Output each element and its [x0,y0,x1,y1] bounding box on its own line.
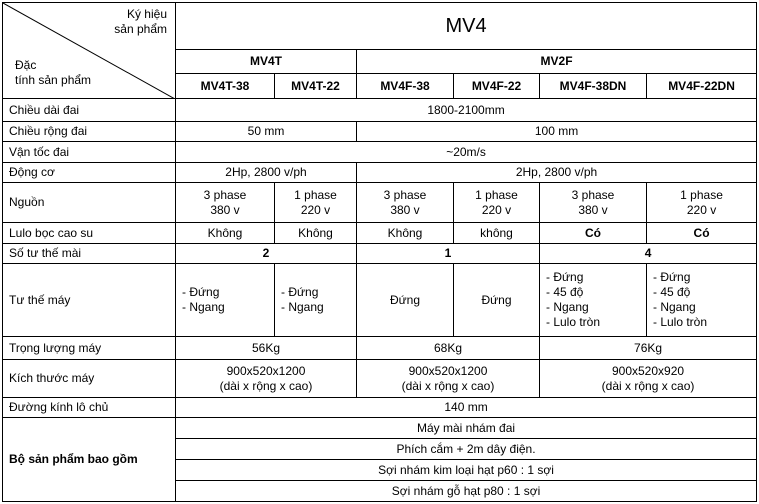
rubber-roller-cell: Không [275,223,357,244]
row-label: Kích thước máy [3,360,176,398]
motor-mv2f: 2Hp, 2800 v/ph [357,163,757,183]
size-mv4f: 900x520x1200 (dài x rộng x cao) [357,360,540,398]
model-mv4t-38: MV4T-38 [176,74,275,99]
rubber-roller-cell: Không [357,223,454,244]
row-motor [3,163,757,183]
model-mv4f-22dn: MV4F-22DN [647,74,757,99]
weight-mv4t: 56Kg [176,337,357,360]
model-mv4f-38dn: MV4F-38DN [540,74,647,99]
pulley-value: 140 mm [176,398,757,418]
rubber-roller-cell: Không [176,223,275,244]
belt-width-mv2f: 100 mm [357,122,757,142]
row-label: Vận tốc đai [3,142,176,163]
package-item: Phích cắm + 2m dây điện. [176,439,757,460]
row-label-package: Bộ sản phẩm bao gồm [3,418,176,502]
power-cell: 1 phase 220 v [454,183,540,223]
group-mv2f: MV2F [357,50,757,74]
power-cell: 3 phase 380 v [176,183,275,223]
corner-top-label: Ký hiệu sản phẩm [114,7,167,36]
package-item: Máy mài nhám đai [176,418,757,439]
header-corner-cell [3,3,176,99]
row-label: Chiều rộng đai [3,122,176,142]
belt-speed-value: ~20m/s [176,142,757,163]
product-title: MV4 [176,3,757,50]
power-cell: 1 phase 220 v [275,183,357,223]
row-positions-count [3,244,757,264]
corner-bottom-label: Đặc tính sản phẩm [15,58,92,87]
row-label: Trọng lượng máy [3,337,176,360]
package-item: Sợi nhám kim loại hạt p60 : 1 sợi [176,460,757,481]
weight-mv4f: 68Kg [357,337,540,360]
position-mv4t-22: - Đứng - Ngang [275,264,357,337]
row-label: Tư thế máy [3,264,176,337]
positions-count-dn: 4 [540,244,757,264]
power-cell: 1 phase 220 v [647,183,757,223]
row-label: Động cơ [3,163,176,183]
size-mv4t: 900x520x1200 (dài x rộng x cao) [176,360,357,398]
rubber-roller-cell: Có [540,223,647,244]
group-mv4t: MV4T [176,50,357,74]
rubber-roller-cell: Có [647,223,757,244]
position-mv4f-38dn: - Đứng - 45 độ - Ngang - Lulo tròn [540,264,647,337]
row-size [3,360,757,398]
positions-count-mv4t: 2 [176,244,357,264]
row-label: Chiều dài đai [3,99,176,122]
positions-count-mv4f: 1 [357,244,540,264]
row-label: Số tư thế mài [3,244,176,264]
row-package [3,418,757,439]
size-dn: 900x520x920 (dài x rộng x cao) [540,360,757,398]
position-mv4f-38: Đứng [357,264,454,337]
row-pulley [3,398,757,418]
row-belt-speed [3,142,757,163]
rubber-roller-cell: không [454,223,540,244]
model-mv4f-22: MV4F-22 [454,74,540,99]
row-label: Nguồn [3,183,176,223]
row-label: Đường kính lô chủ [3,398,176,418]
power-cell: 3 phase 380 v [357,183,454,223]
position-mv4f-22: Đứng [454,264,540,337]
model-mv4t-22: MV4T-22 [275,74,357,99]
model-mv4f-38: MV4F-38 [357,74,454,99]
belt-length-value: 1800-2100mm [176,99,757,122]
row-power [3,183,757,223]
row-belt-length [3,99,757,122]
position-mv4f-22dn: - Đứng - 45 độ - Ngang - Lulo tròn [647,264,757,337]
power-cell: 3 phase 380 v [540,183,647,223]
row-belt-width [3,122,757,142]
spec-table [2,2,757,502]
position-mv4t-38: - Đứng - Ngang [176,264,275,337]
motor-mv4t: 2Hp, 2800 v/ph [176,163,357,183]
package-item: Sợi nhám gỗ hạt p80 : 1 sợi [176,481,757,502]
belt-width-mv4t: 50 mm [176,122,357,142]
row-label: Lulo bọc cao su [3,223,176,244]
row-rubber-roller [3,223,757,244]
row-machine-position [3,264,757,337]
weight-dn: 76Kg [540,337,757,360]
row-weight [3,337,757,360]
